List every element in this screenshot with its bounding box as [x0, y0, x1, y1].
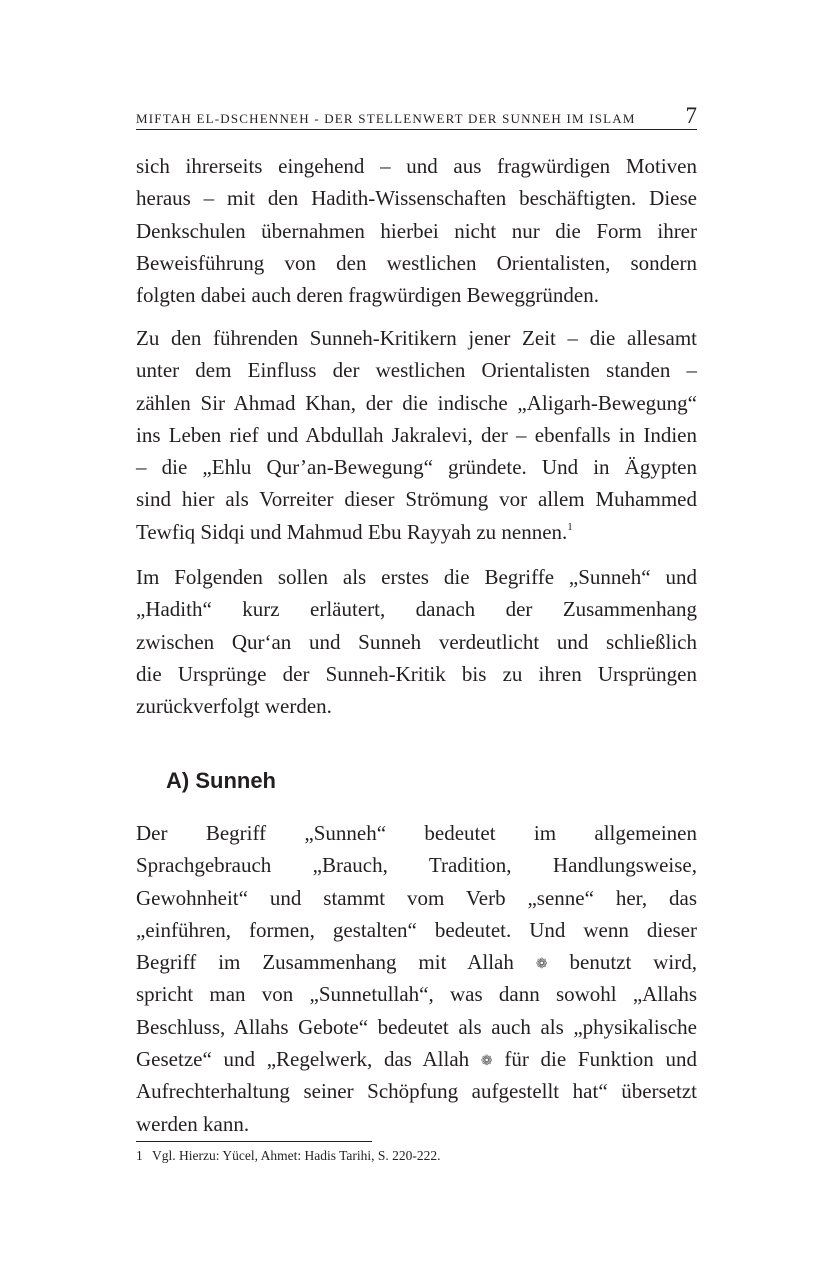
text-line: „Hadith“ kurz erläutert, danach der Zusammenhang	[136, 597, 697, 622]
text-segment: benutzt wird,	[569, 950, 698, 975]
text-line: ins Leben rief und Abdullah Jakralevi, der – ebenfalls in Indien	[136, 422, 697, 447]
text-line: zurückverfolgt werden.	[136, 694, 332, 719]
text-line: Beweisführung von den westlichen Orientalisten, sondern	[136, 250, 697, 275]
footnote-text: Vgl. Hierzu: Yücel, Ahmet: Hadis Tarihi, S. 220-222.	[152, 1148, 441, 1163]
paragraph-1	[136, 150, 697, 311]
text-line: Sprachgebrauch „Brauch, Tradition, Handlungsweise,	[136, 853, 697, 878]
text-line: folgten dabei auch deren fragwürdigen Beweggründen.	[136, 283, 599, 308]
text-line: Der Begriff „Sunneh“ bedeutet im allgemeinen	[136, 821, 697, 845]
text-line: werden kann.	[136, 1111, 250, 1136]
honorific-glyph-icon: ❁	[480, 1054, 493, 1070]
footnote-number: 1	[136, 1148, 143, 1163]
text-line: die Ursprünge der Sunneh-Kritik bis zu ihren Ursprüngen	[136, 661, 697, 686]
footnote-reference[interactable]: 1	[567, 520, 573, 533]
text-line: heraus – mit den Hadith-Wissenschaften beschäftigten. Diese	[136, 186, 697, 211]
running-header	[136, 103, 697, 130]
text-line: zwischen Qur‘an und Sunneh verdeutlicht und schließlich	[136, 629, 697, 654]
text-line: zählen Sir Ahmad Khan, der die indische „Aligarh-Bewegung“	[136, 390, 697, 415]
text-line: Zu den führenden Sunneh-Kritikern jener Zeit – die allesamt	[136, 326, 697, 350]
section-heading: A) Sunneh	[166, 768, 276, 793]
paragraph-3	[136, 561, 697, 722]
running-header-title: MIFTAH EL-DSCHENNEH - DER STELLENWERT DER SUNNEH IM ISLAM	[136, 111, 636, 126]
text-line: sich ihrerseits eingehend – und aus fragwürdigen Motiven	[136, 154, 697, 178]
honorific-glyph-icon: ❁	[535, 957, 548, 973]
text-line: Denkschulen übernahmen hierbei nicht nur die Form ihrer	[136, 218, 697, 243]
text-line: Im Folgenden sollen als erstes die Begriffe „Sunneh“ und	[136, 565, 697, 589]
page-number: 7	[685, 103, 697, 128]
text-line: Aufrechterhaltung seiner Schöpfung aufgestellt hat“ übersetzt	[136, 1079, 697, 1104]
paragraph-2	[136, 322, 697, 548]
footnote-divider	[136, 1141, 372, 1142]
text-line: „einführen, formen, gestalten“ bedeutet. Und wenn dieser	[136, 917, 697, 942]
footnote	[136, 1147, 441, 1165]
text-line	[136, 516, 697, 548]
text-line: Gewohnheit“ und stammt vom Verb „senne“ her, das	[136, 885, 697, 910]
text-segment: für die Funktion und	[504, 1047, 697, 1072]
section-paragraph	[136, 817, 697, 1140]
text-line: unter dem Einfluss der westlichen Orientalisten standen –	[136, 358, 697, 383]
text-line-content: Tewfiq Sidqi und Mahmud Ebu Rayyah zu nennen.	[136, 519, 568, 544]
text-segment: Begriff im Zusammenhang mit Allah	[136, 950, 514, 975]
text-line	[136, 1043, 697, 1075]
text-line: – die „Ehlu Qur’an-Bewegung“ gründete. Und in Ägypten	[136, 455, 697, 480]
text-line	[136, 946, 697, 978]
text-line: sind hier als Vorreiter dieser Strömung vor allem Muhammed	[136, 487, 697, 512]
text-line: Beschluss, Allahs Gebote“ bedeutet als auch als „physikalische	[136, 1014, 697, 1039]
text-line: spricht man von „Sunnetullah“, was dann sowohl „Allahs	[136, 982, 697, 1007]
text-segment: Gesetze“ und „Regelwerk, das Allah	[136, 1047, 470, 1072]
